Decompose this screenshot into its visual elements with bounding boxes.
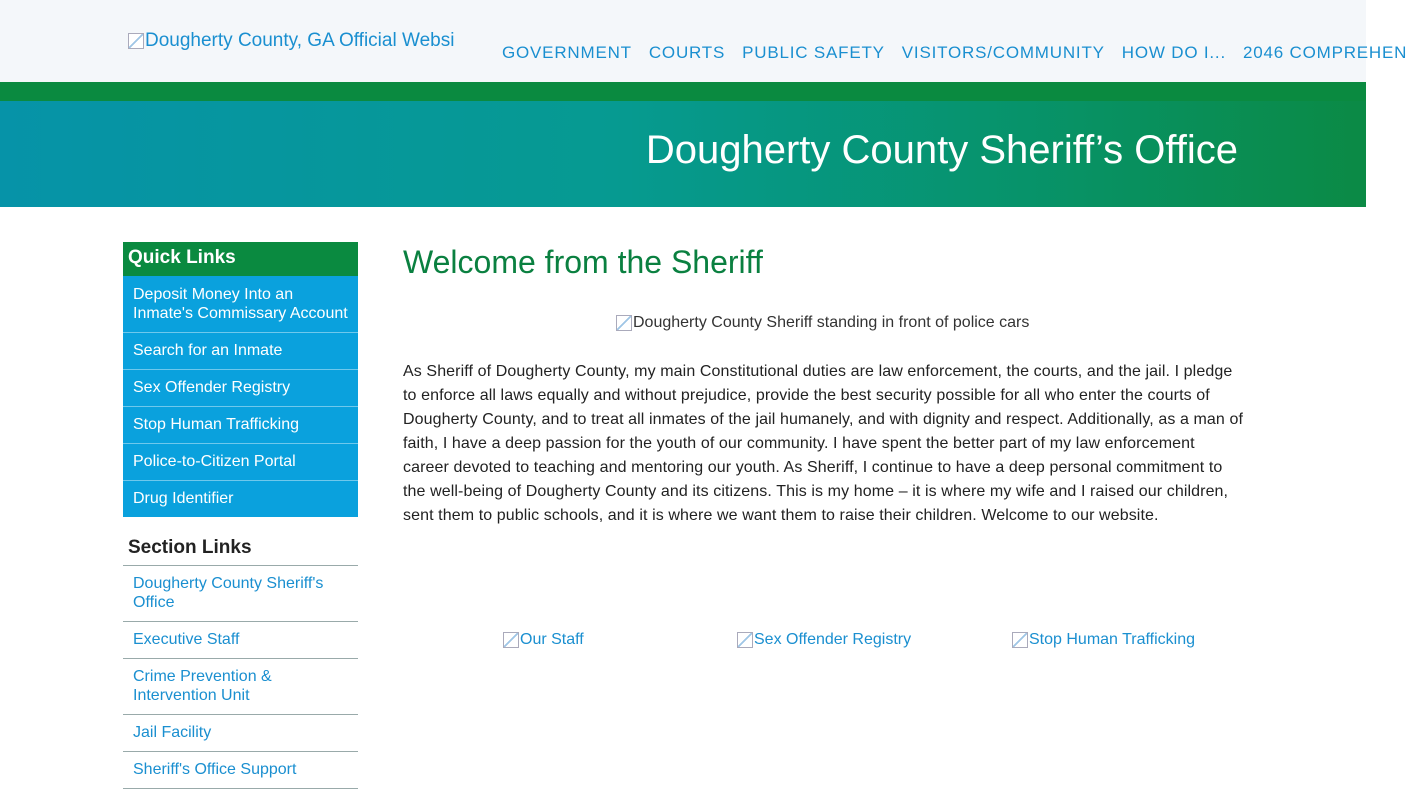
main-navigation [502,43,1424,63]
section-link-sheriffs-office[interactable]: Dougherty County Sheriff's Office [123,566,358,622]
quick-link-police-to-citizen[interactable]: Police-to-Citizen Portal [123,443,358,480]
broken-image-icon [503,632,519,648]
quick-link-search-inmate[interactable]: Search for an Inmate [123,332,358,369]
quick-link-stop-human-trafficking[interactable]: Stop Human Trafficking [123,406,358,443]
sheriff-photo-alt-text: Dougherty County Sheriff standing in front of police cars [633,314,1030,331]
nav-2046-comprehensive-plan[interactable]: 2046 COMPREHEN [1242,43,1408,62]
site-logo-alt-text: Dougherty County, GA Official Websi [145,30,455,51]
nav-public-safety[interactable]: PUBLIC SAFETY [742,43,885,62]
tile-label: Stop Human Trafficking [1029,631,1196,648]
page-banner [0,101,1366,207]
main-content [403,242,1245,648]
quick-link-deposit-money[interactable]: Deposit Money Into an Inmate's Commissary Account [123,276,358,332]
tile-our-staff[interactable] [503,631,584,649]
broken-image-icon [1012,632,1028,648]
quick-link-sex-offender-registry[interactable]: Sex Offender Registry [123,369,358,406]
sheriff-photo [616,314,1029,332]
tile-sex-offender-registry[interactable] [737,631,911,649]
section-link-crime-prevention[interactable]: Crime Prevention & Intervention Unit [123,659,358,715]
broken-image-icon [737,632,753,648]
quick-link-drug-identifier[interactable]: Drug Identifier [123,480,358,517]
nav-visitors-community[interactable]: VISITORS/COMMUNITY [901,43,1105,62]
sidebar [123,242,358,789]
tile-label: Our Staff [520,631,584,648]
section-links-heading: Section Links [123,537,358,566]
nav-government[interactable]: GOVERNMENT [502,43,632,62]
section-link-executive-staff[interactable]: Executive Staff [123,622,358,659]
welcome-message: As Sheriff of Dougherty County, my main Constitutional duties are law enforcement, the courts, and the jail. I pledge to enforce all laws equally and without prejudice, provide the best security possible for all who enter the courts of Dougherty County, and to treat all inmates of the jail humanely, and with dignity and respect. Additionally, as a man of faith, I have a deep passion for the youth of our community. I have spent the better part of my law enforcement career devoted to teaching and mentoring our youth. As Sheriff, I continue to have a deep personal commitment to the well-being of Dougherty County and its citizens. This is my home – it is where my wife and I raised our children, sent them to public schools, and it is where we want them to raise their children. Welcome to our website. [403,363,1244,524]
broken-image-icon [616,315,632,331]
section-link-jail-facility[interactable]: Jail Facility [123,715,358,752]
tile-label: Sex Offender Registry [754,631,912,648]
site-logo-link[interactable] [128,30,472,52]
nav-courts[interactable]: COURTS [648,43,726,62]
nav-how-do-i[interactable]: HOW DO I... [1121,43,1226,62]
quick-links-heading: Quick Links [123,242,358,276]
welcome-heading: Welcome from the Sheriff [403,244,763,280]
broken-image-icon [128,33,144,49]
green-divider-bar [0,82,1366,101]
tile-stop-human-trafficking[interactable] [1012,631,1195,649]
page-title: Dougherty County Sheriff’s Office [645,128,1238,172]
section-link-office-support[interactable]: Sheriff's Office Support [123,752,358,789]
top-header [0,0,1408,82]
